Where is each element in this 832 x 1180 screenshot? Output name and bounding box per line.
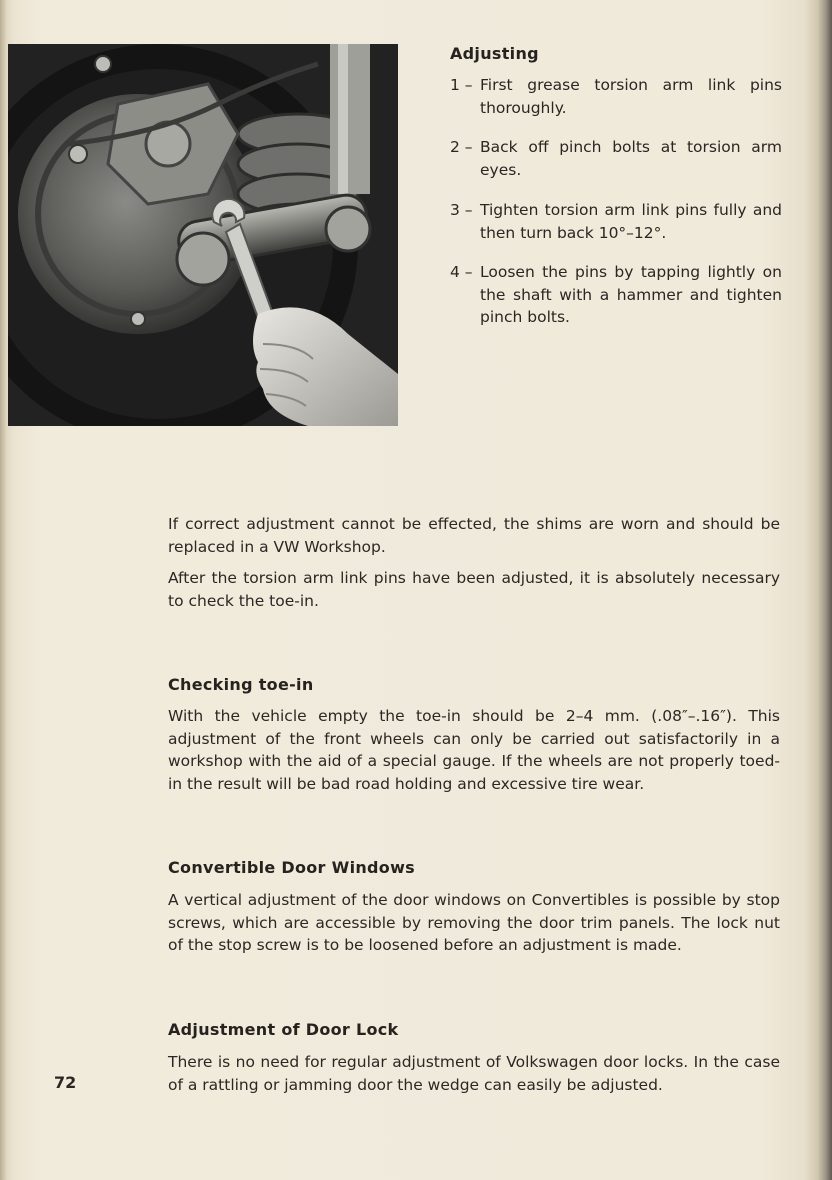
step-text: Loosen the pins by tapping lightly on the shaft with a hammer and tighten pinch bolts. [480, 263, 782, 326]
convertible-windows-text: A vertical adjustment of the door windows on Convertibles is possible by stop screws, which are accessible by removing the door trim panels. The lock nut of the stop screw is to be loosened before an adjustment is made. [168, 891, 780, 954]
wheel-suspension-photo [8, 44, 398, 426]
toe-in-heading: Checking toe-in [168, 675, 314, 694]
step-number: 3 – [450, 201, 473, 219]
adjusting-heading: Adjusting [450, 44, 539, 63]
adjusting-step-1 [450, 74, 782, 119]
step-text: Back off pinch bolts at torsion arm eyes. [480, 138, 782, 179]
shims-note: If correct adjustment cannot be effected, the shims are worn and should be replaced in a VW Workshop. [168, 515, 780, 556]
convertible-windows-heading: Convertible Door Windows [168, 858, 415, 877]
step-number: 4 – [450, 263, 473, 281]
step-text: First grease torsion arm link pins thoroughly. [480, 76, 782, 117]
step-number: 1 – [450, 76, 473, 94]
toe-in-check-note: After the torsion arm link pins have been adjusted, it is absolutely necessary to check the toe-in. [168, 569, 780, 610]
step-text: Tighten torsion arm link pins fully and then turn back 10°–12°. [480, 201, 782, 242]
adjusting-step-2 [450, 136, 782, 181]
adjusting-step-4 [450, 261, 782, 329]
adjusting-step-3 [450, 199, 782, 244]
step-number: 2 – [450, 138, 473, 156]
page-number: 72 [54, 1073, 77, 1092]
door-lock-heading: Adjustment of Door Lock [168, 1020, 399, 1039]
toe-in-text: With the vehicle empty the toe-in should be 2–4 mm. (.08″–.16″). This adjustment of the front wheels can only be carried out satisfactorily in a workshop with the aid of a special gauge. If the wheels are not properly toed-in the result will be bad road holding and excessive tire wear. [168, 707, 780, 793]
page-binding-edge [0, 0, 6, 1180]
door-lock-text: There is no need for regular adjustment of Volkswagen door locks. In the case of a rattling or jamming door the wedge can easily be adjusted. [168, 1053, 780, 1094]
